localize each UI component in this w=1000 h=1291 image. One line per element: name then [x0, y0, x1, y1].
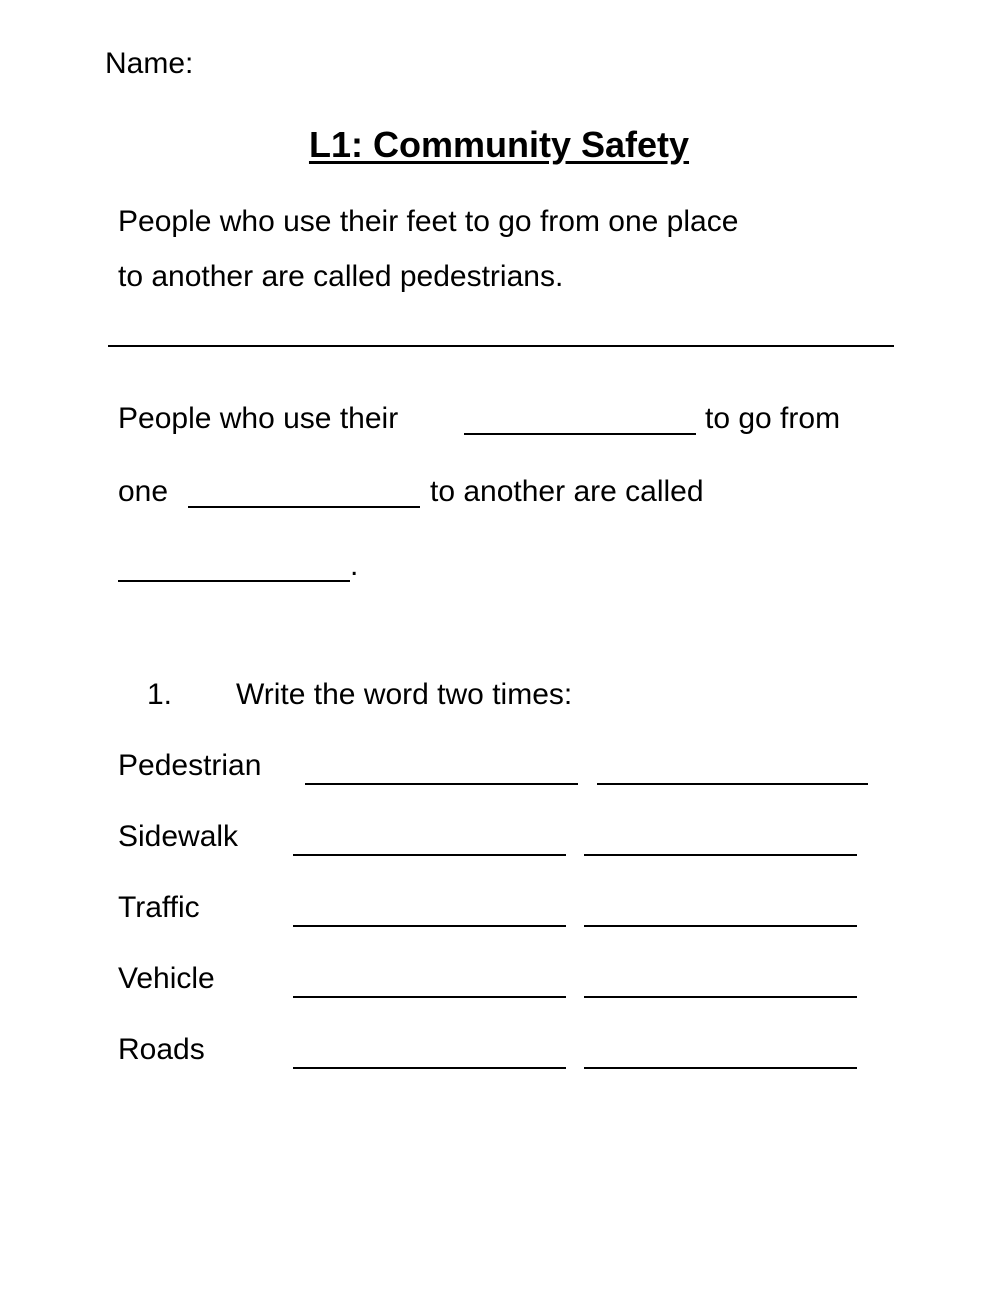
word-vehicle: Vehicle	[118, 962, 215, 995]
word-input[interactable]	[305, 753, 578, 785]
cloze-text: .	[350, 549, 359, 582]
word-input[interactable]	[293, 966, 566, 998]
word-input[interactable]	[293, 1037, 566, 1069]
blank-input-1[interactable]	[464, 403, 696, 435]
blank-input-2[interactable]	[188, 476, 420, 508]
word-input[interactable]	[293, 895, 566, 927]
word-input[interactable]	[584, 824, 857, 856]
word-traffic: Traffic	[118, 891, 200, 924]
word-input[interactable]	[584, 895, 857, 927]
cloze-text: People who use their	[118, 402, 399, 435]
question-text: Write the word two times:	[236, 678, 573, 711]
blank-input-3[interactable]	[118, 550, 350, 582]
word-sidewalk: Sidewalk	[118, 820, 239, 853]
word-input[interactable]	[293, 824, 566, 856]
writing-line	[108, 345, 894, 347]
cloze-text: to another are called	[430, 475, 704, 508]
page-title: L1: Community Safety	[308, 124, 690, 165]
sentence-line-2: to another are called pedestrians.	[118, 260, 564, 293]
word-input[interactable]	[597, 753, 868, 785]
cloze-text: to go from	[705, 402, 841, 435]
word-input[interactable]	[584, 1037, 857, 1069]
name-label: Name:	[105, 47, 194, 80]
word-roads: Roads	[118, 1033, 205, 1066]
sentence-line-1: People who use their feet to go from one place	[118, 205, 739, 238]
question-number: 1.	[147, 678, 173, 711]
word-pedestrian: Pedestrian	[118, 749, 262, 782]
word-input[interactable]	[584, 966, 857, 998]
cloze-text: one	[118, 475, 169, 508]
